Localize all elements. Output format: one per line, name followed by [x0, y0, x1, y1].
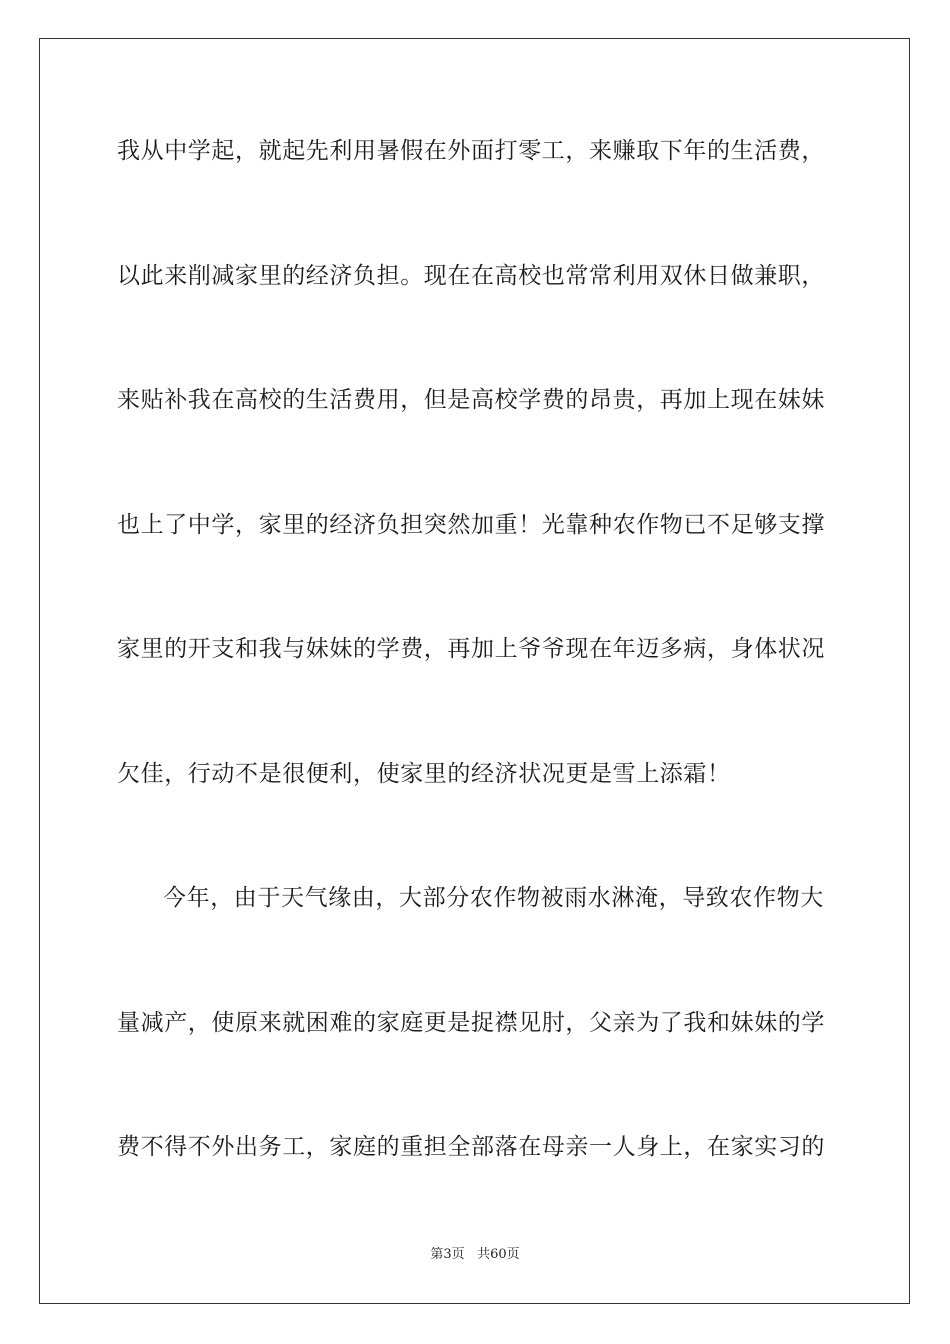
text-line: 也上了中学，家里的经济负担突然加重！光靠种农作物已不足够支撑 [117, 512, 825, 538]
text-line: 费不得不外出务工，家庭的重担全部落在母亲一人身上，在家实习的 [117, 1134, 825, 1160]
page-footer [0, 1246, 950, 1264]
text-line: 欠佳，行动不是很便利，使家里的经济状况更是雪上添霜！ [117, 761, 731, 787]
text-line: 我从中学起，就起先利用暑假在外面打零工，来赚取下年的生活费， [117, 138, 825, 164]
text-line: 今年，由于天气缘由，大部分农作物被雨水淋淹，导致农作物大 [163, 885, 824, 911]
page-number: 第3页 [430, 1247, 465, 1262]
total-pages: 共60页 [477, 1247, 520, 1262]
text-line: 来贴补我在高校的生活费用，但是高校学费的昂贵，再加上现在妹妹 [117, 387, 825, 413]
text-line: 量减产，使原来就困难的家庭更是捉襟见肘，父亲为了我和妹妹的学 [117, 1010, 825, 1036]
text-line: 家里的开支和我与妹妹的学费，再加上爷爷现在年迈多病，身体状况 [117, 636, 825, 662]
page-border [39, 38, 910, 1304]
text-line: 以此来削减家里的经济负担。现在在高校也常常利用双休日做兼职， [117, 263, 825, 289]
